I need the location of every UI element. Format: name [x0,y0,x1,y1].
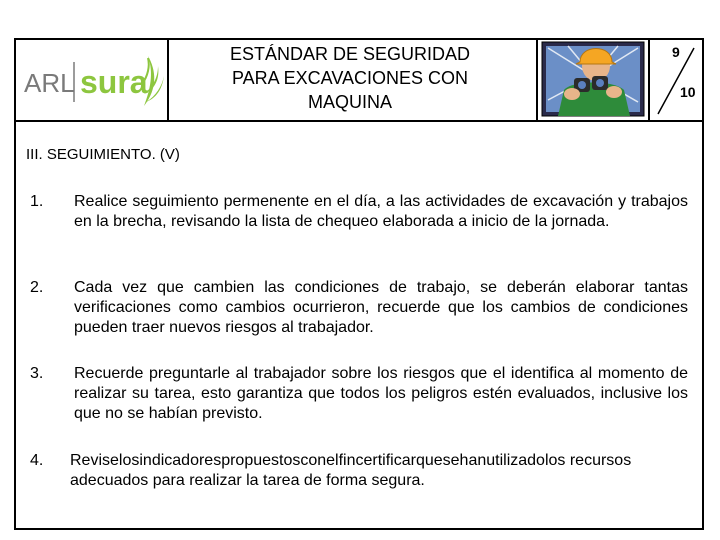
title-line-2: PARA EXCAVACIONES CON [231,68,469,88]
page-current: 9 [672,44,680,60]
page-indicator [650,40,702,118]
header-divider-1 [167,38,169,120]
item-text: Cada vez que cambien las condiciones de trabajo, se deberán elaborar tantas verificaciones como cambios ocurrieron, recuerde que los cambios de condiciones pueden traer nuevos riesgos al trabajador. [74,279,688,336]
item-number: 3. [30,365,44,382]
arl-sura-logo [16,40,167,118]
logo-arl-text: ARL [24,68,75,98]
item-number: 4. [30,452,44,469]
header-divider [14,120,704,122]
title-line-3: MAQUINA [307,92,392,112]
page-total: 10 [680,84,696,100]
item-number: 1. [30,193,44,210]
page-title [195,40,505,118]
item-text: Realice seguimiento permenente en el día, a las actividades de excavación y trabajos en la brecha, revisando la lista de chequeo elaborada a inicio de la jornada. [74,193,688,230]
logo-sura-text: sura [80,64,148,100]
title-line-1: ESTÁNDAR DE SEGURIDAD [229,44,471,64]
item-number: 2. [30,279,44,296]
item-text: Recuerde preguntarle al trabajador sobre los riesgos que el identifica al momento de realizar su tarea, esto garantiza que todos los peligros estén evaluados, inclusive los que no se habían previsto. [74,365,688,422]
worker-binoculars-image [538,40,648,118]
section-title: III. SEGUIMIENTO. (V) [26,146,180,163]
item-text: Reviselosindicadorespropuestosconelfincertificarquesehanutilizadolos recursos adecuados para realizar la tarea de forma segura. [70,452,632,489]
